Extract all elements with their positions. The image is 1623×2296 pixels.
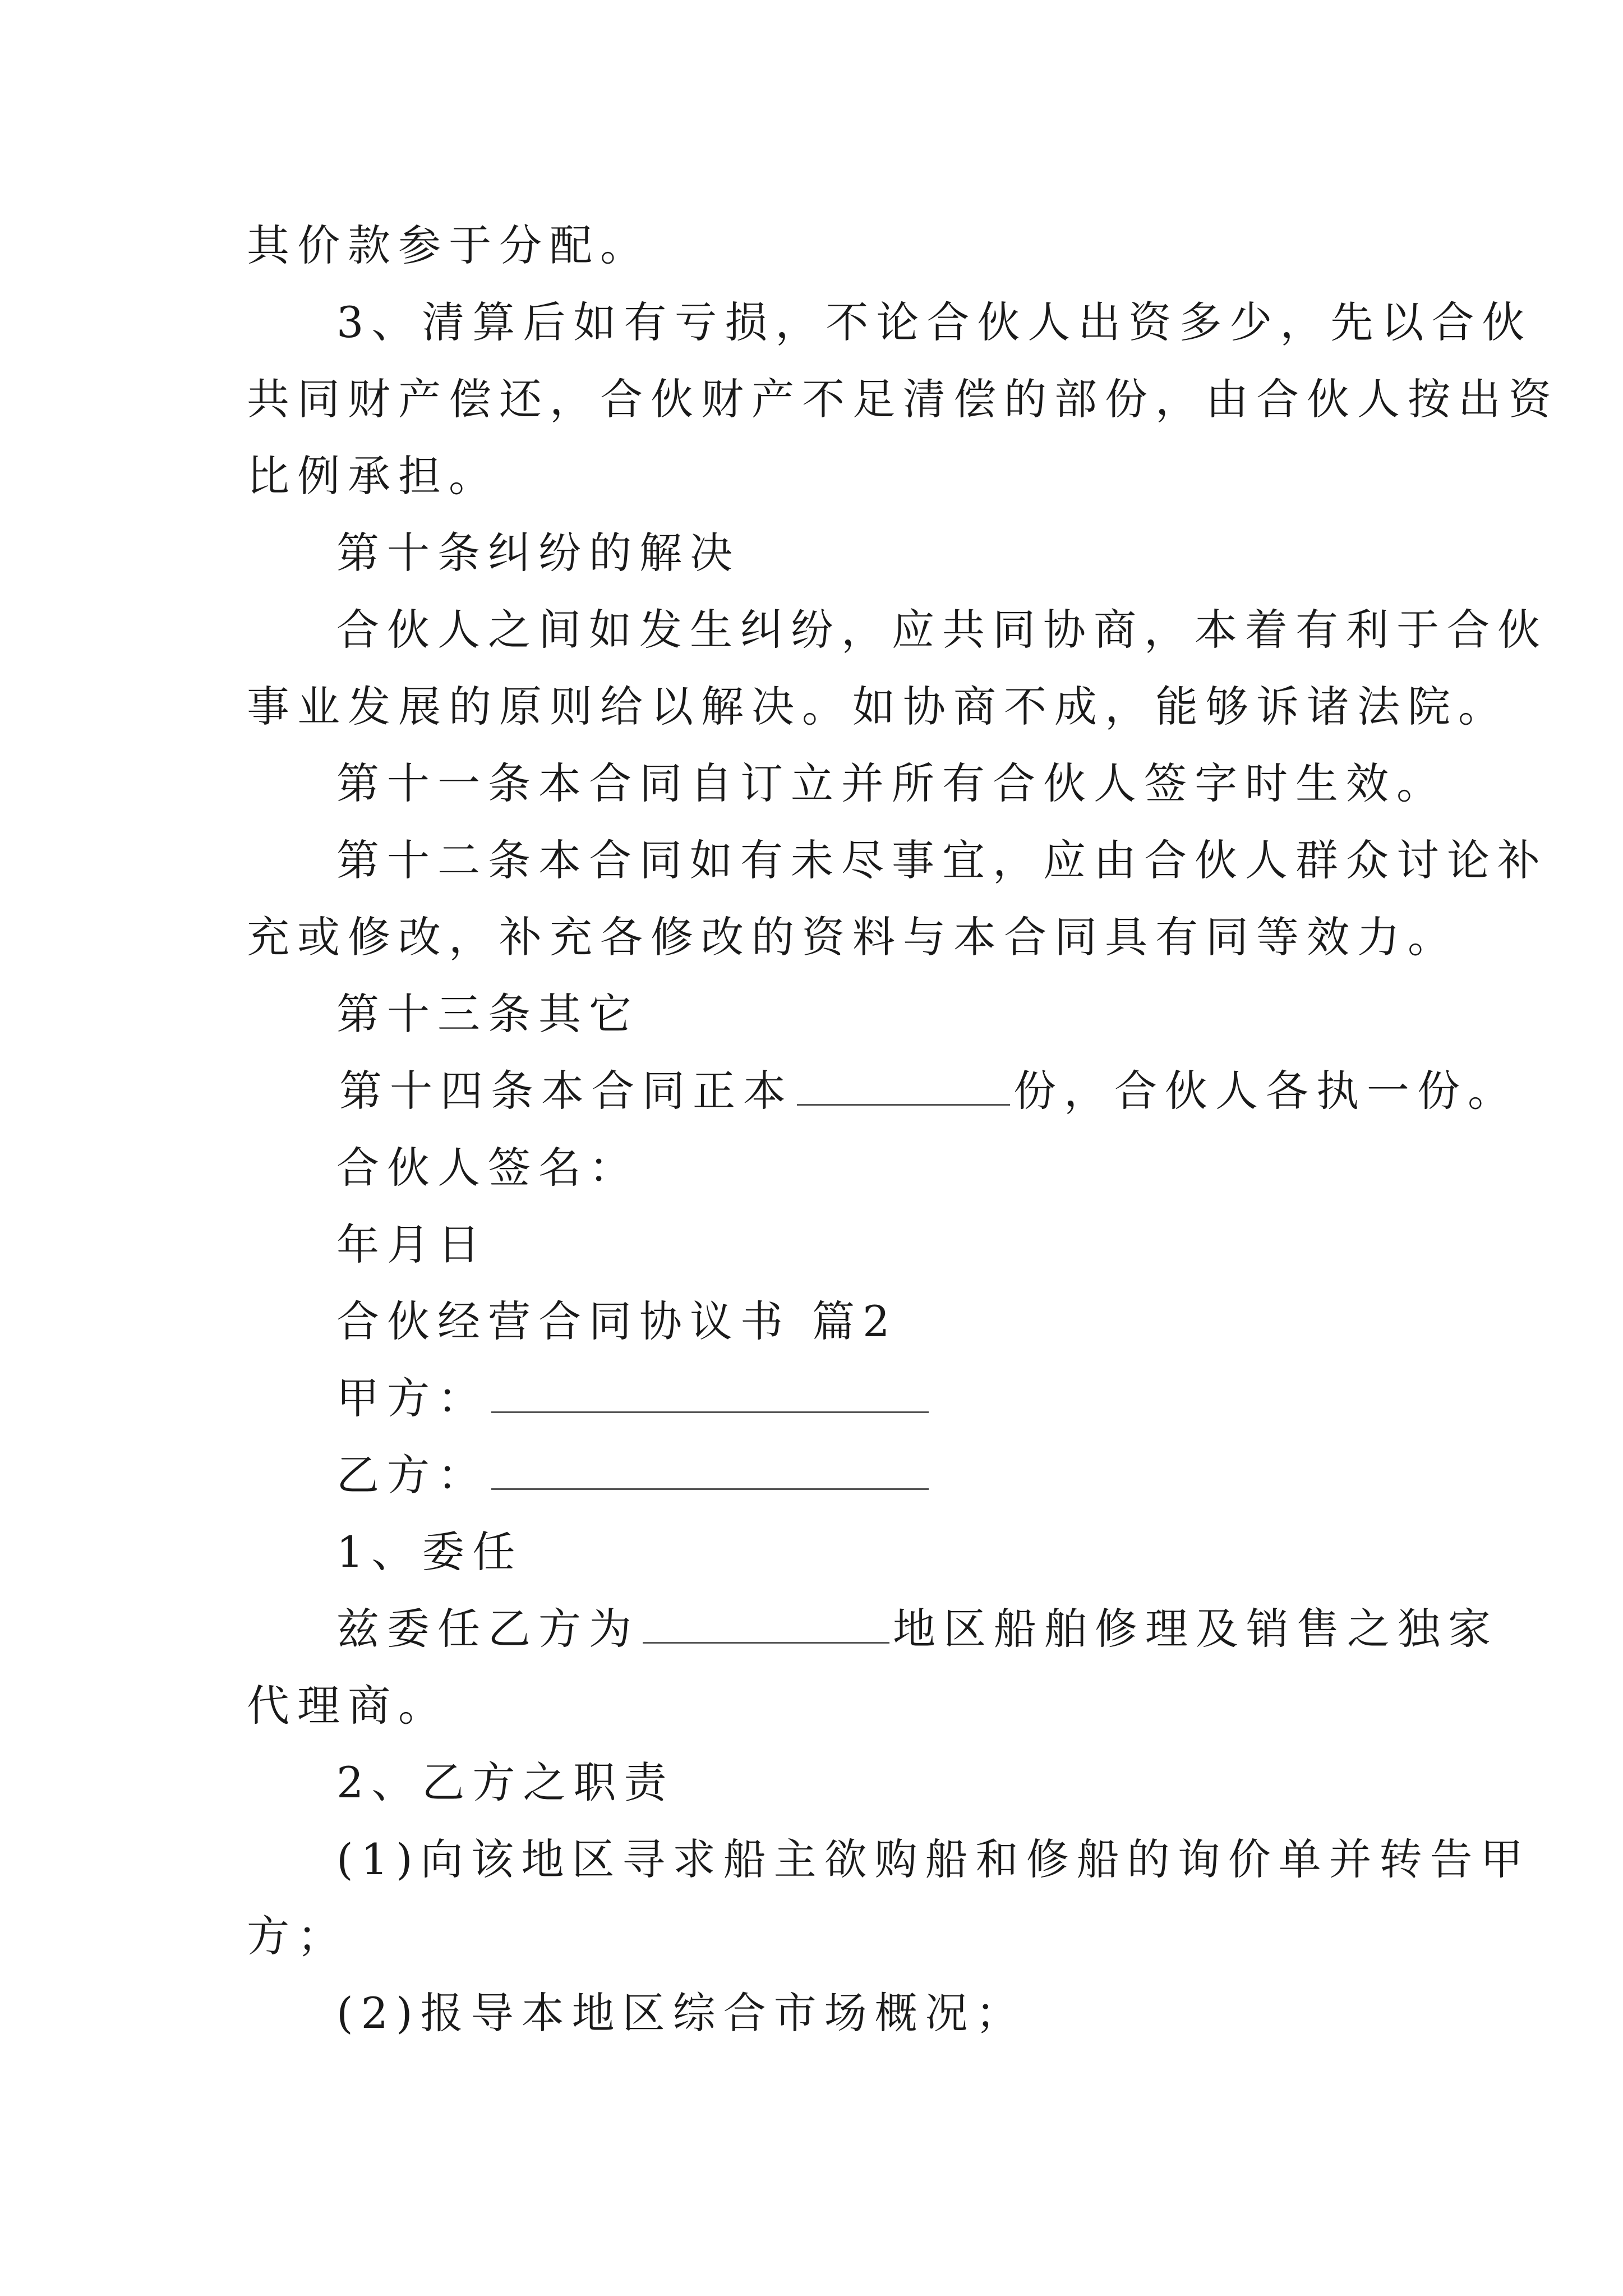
appoint-prefix: 兹委任乙方为 bbox=[336, 1604, 639, 1654]
paragraph-line: 方； bbox=[247, 1911, 348, 1961]
appoint-suffix: 地区船舶修理及销售之独家 bbox=[893, 1604, 1498, 1654]
paragraph-line: 其价款参于分配。 bbox=[247, 220, 651, 270]
party-a-line bbox=[336, 1370, 932, 1427]
copies-blank[interactable] bbox=[797, 1065, 1010, 1106]
party-a-label: 甲方： bbox=[336, 1373, 488, 1423]
paragraph-line: 第十二条本合同如有未尽事宜，应由合伙人群众讨论补 bbox=[336, 835, 1548, 885]
appoint-region-blank[interactable] bbox=[643, 1603, 889, 1644]
appoint-line bbox=[336, 1601, 1498, 1657]
paragraph-line: 第十一条本合同自订立并所有合伙人签字时生效。 bbox=[336, 758, 1447, 808]
paragraph-line: 充或修改，补充各修改的资料与本合同具有同等效力。 bbox=[247, 912, 1458, 962]
paragraph-line: 合伙人之间如发生纠纷，应共同协商，本着有利于合伙 bbox=[336, 605, 1548, 655]
section-heading: 第十条纠纷的解决 bbox=[336, 528, 740, 578]
party-b-label: 乙方： bbox=[336, 1450, 488, 1500]
paragraph-line: 共同财产偿还，合伙财产不足清偿的部份，由合伙人按出资 bbox=[247, 374, 1559, 424]
copies-prefix: 第十四条本合同正本 bbox=[339, 1066, 794, 1116]
item-heading: 2、乙方之职责 bbox=[336, 1757, 675, 1807]
party-a-blank[interactable] bbox=[491, 1372, 929, 1413]
date-label: 年月日 bbox=[336, 1220, 488, 1269]
paragraph-line: (2)报导本地区综合市场概况； bbox=[336, 1988, 1026, 2038]
paragraph-line: 事业发展的原则给以解决。如协商不成，能够诉诸法院。 bbox=[247, 682, 1509, 731]
paragraph-line: (1)向该地区寻求船主欲购船和修船的询价单并转告甲 bbox=[336, 1834, 1531, 1884]
section-heading: 第十三条其它 bbox=[336, 989, 639, 1039]
party-b-line bbox=[336, 1447, 932, 1503]
paragraph-line: 3、清算后如有亏损，不论合伙人出资多少，先以合伙 bbox=[336, 297, 1533, 347]
paragraph-line: 比例承担。 bbox=[247, 451, 499, 501]
section-title: 合伙经营合同协议书 篇2 bbox=[336, 1296, 898, 1346]
copies-line bbox=[339, 1063, 1518, 1119]
copies-suffix: 份，合伙人各执一份。 bbox=[1013, 1066, 1518, 1116]
signature-label: 合伙人签名： bbox=[336, 1143, 639, 1193]
paragraph-line: 代理商。 bbox=[247, 1681, 449, 1731]
party-b-blank[interactable] bbox=[491, 1449, 929, 1490]
item-heading: 1、委任 bbox=[336, 1527, 523, 1577]
